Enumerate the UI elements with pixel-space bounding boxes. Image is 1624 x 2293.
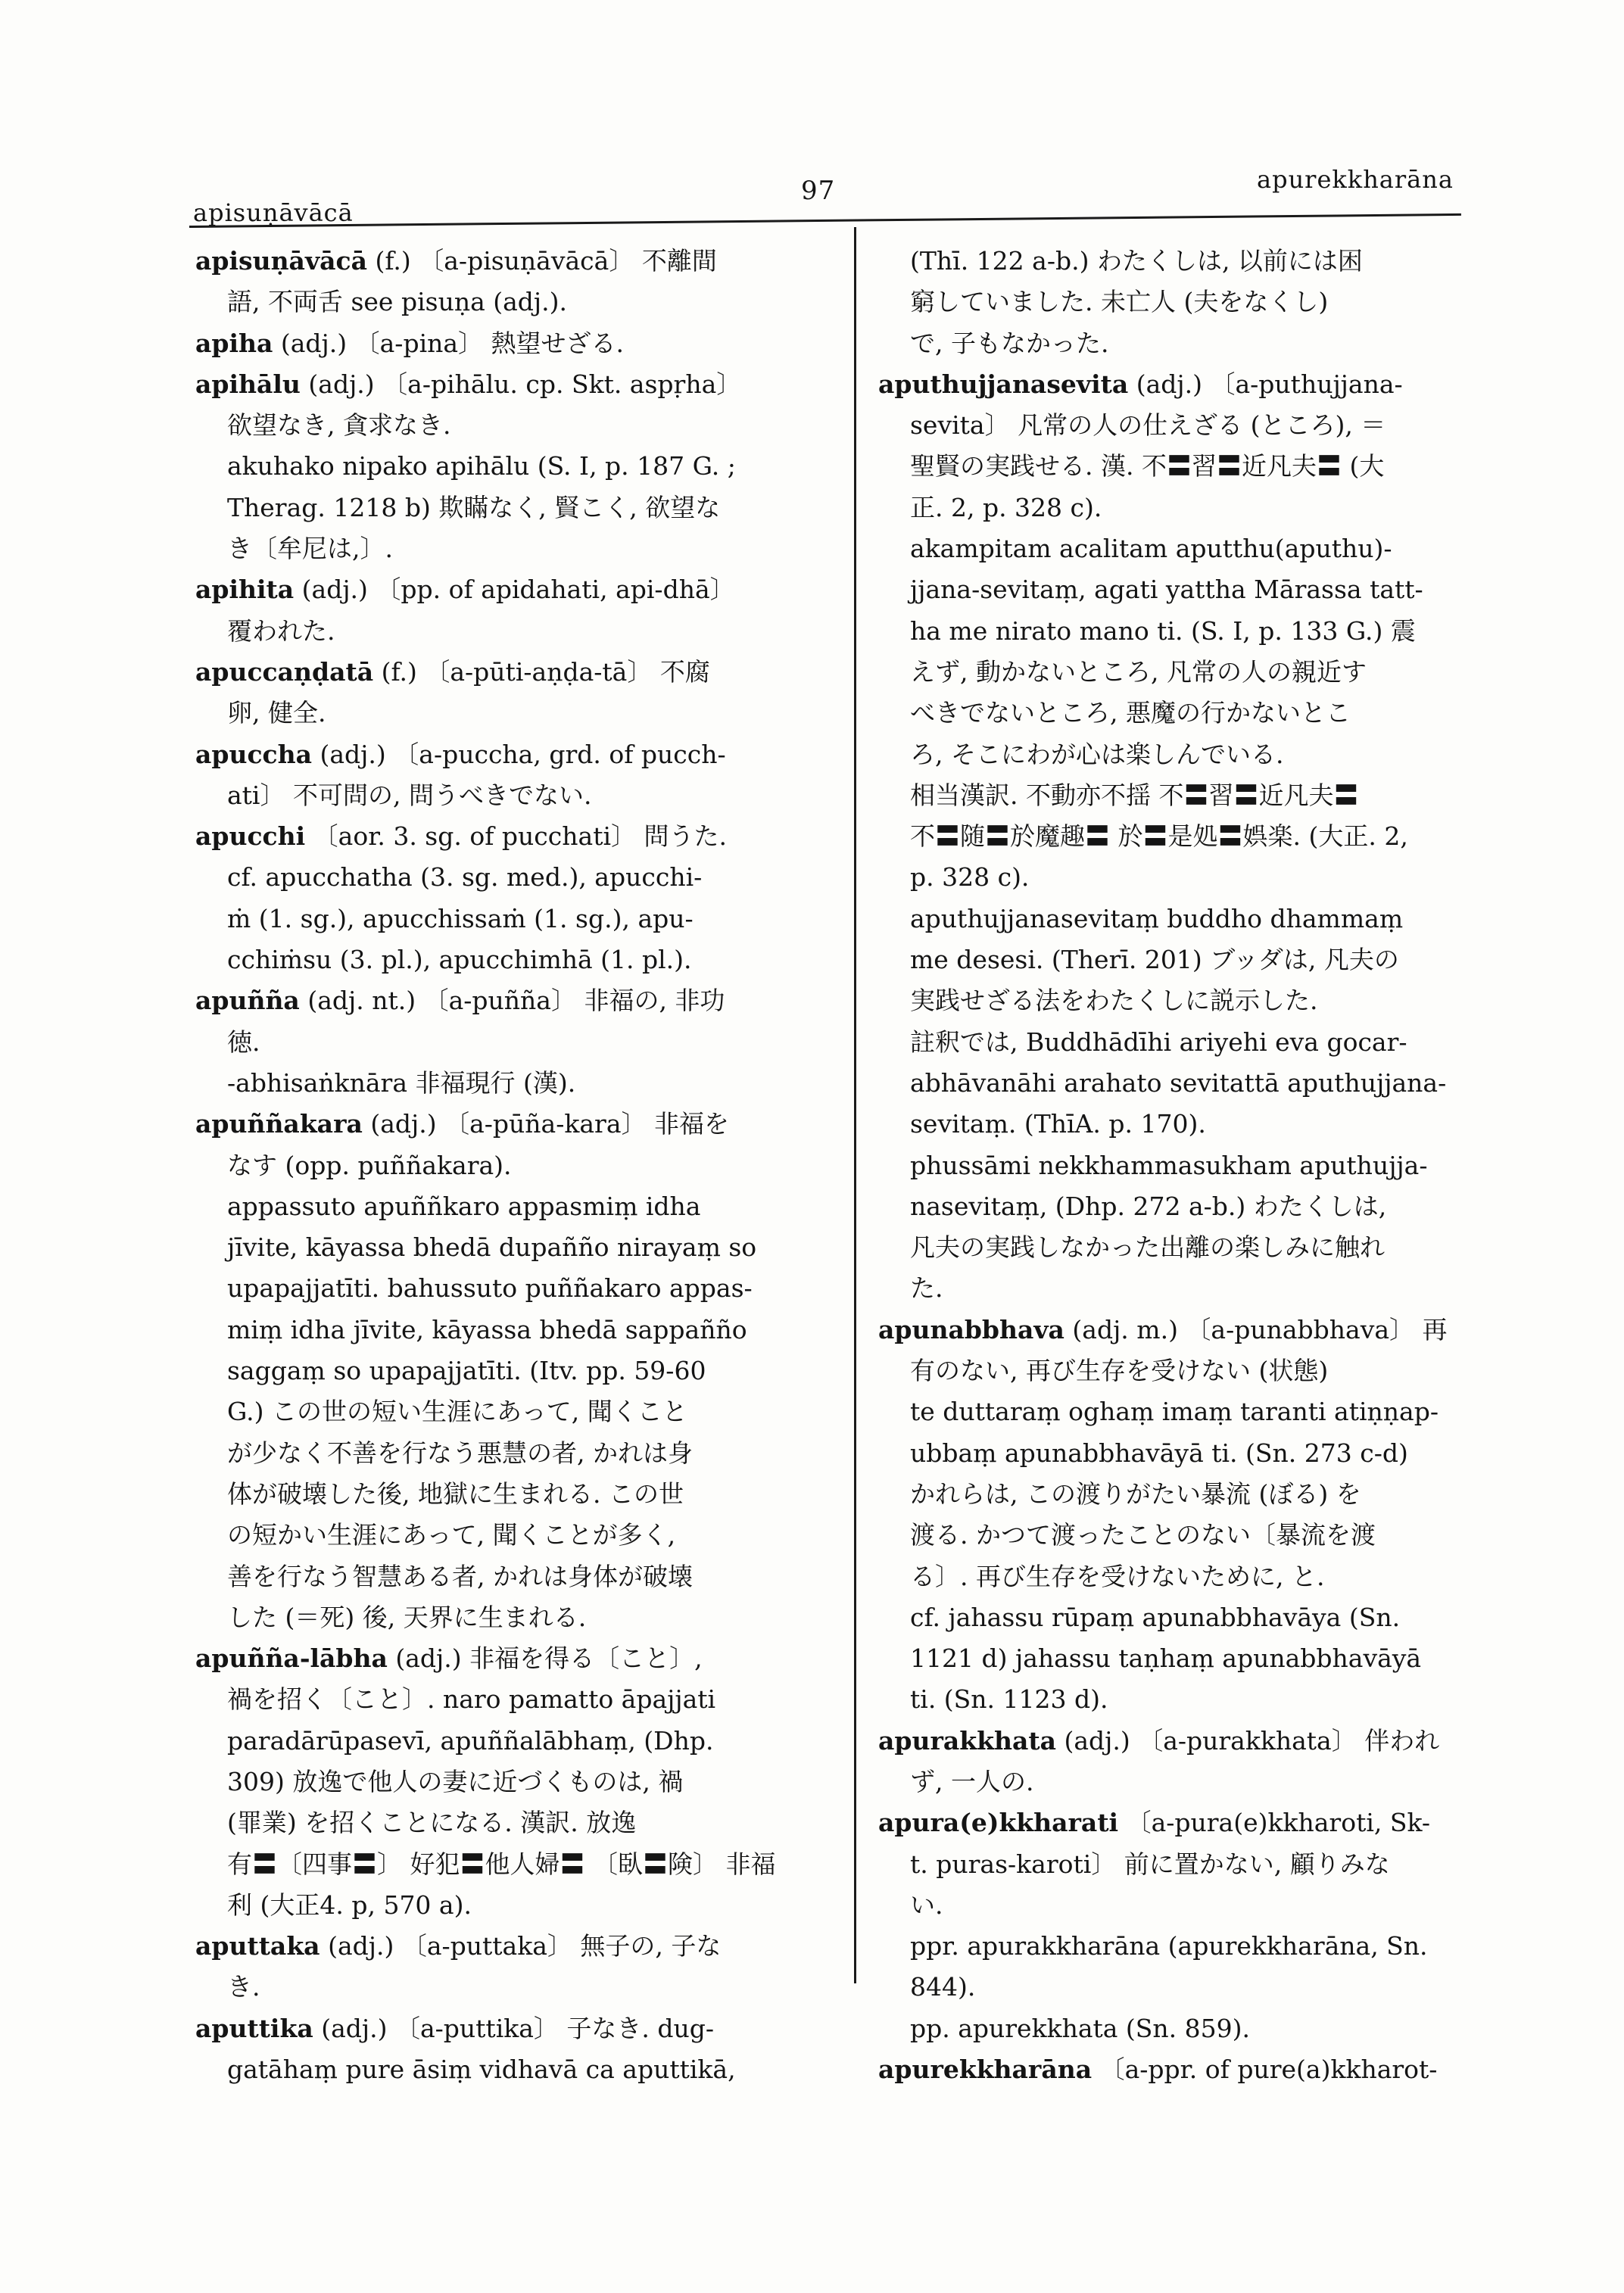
- text-line: [878, 1145, 1476, 1186]
- text-line: [878, 1515, 1476, 1556]
- headword: apurakkhata: [878, 1725, 1056, 1756]
- text-line: [195, 857, 839, 898]
- entry-text: る〕. 再び生存を受けないために, と.: [910, 1561, 1325, 1591]
- headword: apihita: [195, 575, 295, 605]
- text-line: [878, 1844, 1476, 1885]
- entry-text: 有〓〔四事〓〕 好犯〓他人婦〓 〔臥〓険〕 非福: [227, 1849, 776, 1879]
- entry-text: 窮していました. 未亡人 (夫をなくし): [910, 287, 1329, 317]
- text-line: [878, 1351, 1476, 1391]
- text-line: [195, 1022, 839, 1063]
- text-line: [878, 241, 1476, 282]
- entry-text: sevitaṃ. (ThīA. p. 170).: [910, 1109, 1206, 1139]
- entry-text: cf. jahassu rūpaṃ apunabbhavāya (Sn.: [910, 1602, 1401, 1632]
- entry-text: appassuto apuññkaro appasmiṃ idha: [227, 1191, 701, 1221]
- text-line: [878, 446, 1476, 487]
- entry-text: (adj.) 〔a-puttika〕 子なき. dug-: [313, 2013, 715, 2043]
- text-line: [878, 528, 1476, 569]
- text-line: [195, 405, 839, 446]
- text-line: [878, 1638, 1476, 1679]
- entry-text: (adj.) 〔a-pihālu. cp. Skt. aspṛha〕: [300, 369, 742, 399]
- entry-text: G.) この世の短い生涯にあって, 聞くこと: [227, 1397, 687, 1427]
- headword: apunabbhava: [878, 1314, 1064, 1344]
- entry-text: (adj.) 〔a-puthujjana-: [1128, 369, 1403, 399]
- text-line: [878, 1433, 1476, 1474]
- entry-text: ubbaṃ apunabbhavāyā ti. (Sn. 273 c-d): [910, 1438, 1408, 1468]
- text-line: [878, 1186, 1476, 1227]
- text-line: [195, 1391, 839, 1432]
- entry-text: (adj.) 非福を得る〔こと〕,: [387, 1643, 703, 1674]
- headword: apuñña: [195, 986, 300, 1016]
- headword: apuccaṇḍatā: [195, 656, 374, 687]
- entry-text: ppr. apurakkharāna (apurekkharāna, Sn.: [910, 1931, 1428, 1961]
- text-line: [878, 611, 1476, 652]
- entry-text: 〔a-ppr. of pure(a)kkharot-: [1092, 2055, 1438, 2085]
- text-line: [878, 1556, 1476, 1597]
- entry-text: 欲望なき, 貪求なき.: [227, 410, 451, 441]
- text-line: [878, 1227, 1476, 1268]
- headword: apura(e)kkharati: [878, 1808, 1119, 1838]
- entry-text: 禍を招く〔こと〕. naro pamatto āpajjati: [227, 1684, 716, 1715]
- entry-text: 相当漢訳. 不動亦不揺 不〓習〓近凡夫〓: [910, 780, 1359, 810]
- entry-text: 註釈では, Buddhādīhi ariyehi eva gocar-: [910, 1027, 1407, 1057]
- entry-line: [195, 1926, 839, 1967]
- entry-text: 309) 放逸で他人の妻に近づくものは, 禍: [227, 1766, 684, 1796]
- text-line: [878, 1063, 1476, 1104]
- text-line: [878, 939, 1476, 980]
- entry-text: sevita〕 凡常の人の仕えざる (ところ), ＝: [910, 410, 1386, 441]
- text-line: [878, 2008, 1476, 2049]
- entry-line: [195, 364, 839, 405]
- entry-text: の短かい生涯にあって, 聞くことが多く,: [227, 1520, 676, 1550]
- text-line: [878, 857, 1476, 898]
- page-number: 97: [801, 176, 836, 206]
- text-line: [878, 1104, 1476, 1145]
- text-line: [195, 1351, 839, 1391]
- entry-text: 凡夫の実践しなかった出離の楽しみに触れ: [910, 1232, 1385, 1263]
- entry-line: [195, 323, 839, 364]
- text-line: [195, 2049, 839, 2090]
- text-line: [195, 611, 839, 652]
- headword: apuñña-lābha: [195, 1643, 388, 1674]
- text-line: [195, 1063, 839, 1104]
- entry-text: ati〕 不可問の, 問うべきでない.: [227, 780, 592, 810]
- headword: apiha: [195, 328, 273, 358]
- entry-text: upapajjatīti. bahussuto puññakaro appas-: [227, 1273, 753, 1304]
- entry-line: [195, 734, 839, 775]
- entry-text: miṃ idha jīvite, kāyassa bhedā sappañño: [227, 1314, 747, 1344]
- entry-text: ろ, そこにわが心は楽しんでいる.: [910, 739, 1284, 769]
- entry-text: 有のない, 再び生存を受けない (状態): [910, 1356, 1329, 1386]
- entry-text: jīvite, kāyassa bhedā dupañño nirayaṃ so: [227, 1232, 757, 1263]
- entry-text: 利 (大正4. p, 570 a).: [227, 1890, 472, 1920]
- headword: apuccha: [195, 739, 313, 769]
- entry-text: 善を行なう智慧ある者, かれは身体が破壊: [227, 1561, 693, 1591]
- entry-text: (adj.) 〔pp. of apidahati, api-dhā〕: [294, 575, 735, 605]
- entry-text: ha me nirato mano ti. (S. I, p. 133 G.) 震: [910, 615, 1416, 646]
- text-line: [195, 1597, 839, 1638]
- text-line: [878, 323, 1476, 364]
- entry-text: jjana-sevitaṃ, agati yattha Mārassa tatt-: [910, 575, 1423, 605]
- entry-text: 不〓随〓於魔趣〓 於〓是処〓娯楽. (大正. 2,: [910, 821, 1408, 852]
- entry-line: [195, 980, 839, 1021]
- entry-text: (f.) 〔a-pisuṇāvācā〕 不離間: [366, 246, 717, 276]
- entry-text: 体が破壊した後, 地獄に生まれる. この世: [227, 1478, 684, 1509]
- column-divider: [854, 227, 856, 1983]
- entry-line: [878, 364, 1476, 405]
- headword: aputtika: [195, 2013, 313, 2043]
- text-line: [195, 1227, 839, 1268]
- entry-text: (adj. nt.) 〔a-puñña〕 非福の, 非功: [299, 986, 725, 1016]
- entry-text: saggaṃ so upapajjatīti. (Itv. pp. 59-60: [227, 1356, 706, 1386]
- entry-line: [878, 1310, 1476, 1351]
- entry-text: te duttaraṃ oghaṃ imaṃ taranti atiṇṇap-: [910, 1397, 1439, 1427]
- entry-text: pp. apurekkhata (Sn. 859).: [910, 2013, 1250, 2043]
- entry-text: gatāhaṃ pure āsiṃ vidhavā ca aputtikā,: [227, 2055, 736, 2085]
- entry-text: い.: [910, 1890, 943, 1920]
- left-column: [195, 241, 839, 2090]
- entry-line: [195, 816, 839, 857]
- text-line: [195, 1474, 839, 1515]
- entry-line: [195, 1638, 839, 1679]
- text-line: [195, 1515, 839, 1556]
- entry-text: nasevitaṃ, (Dhp. 272 a-b.) わたくしは,: [910, 1191, 1387, 1221]
- entry-text: 〔aor. 3. sg. of pucchati〕 問うた.: [305, 821, 727, 852]
- entry-text: me desesi. (Therī. 201) ブッダは, 凡夫の: [910, 945, 1399, 975]
- text-line: [878, 1474, 1476, 1515]
- entry-text: (f.) 〔a-pūti-aṇḍa-tā〕 不腐: [373, 656, 710, 687]
- entry-line: [195, 652, 839, 693]
- text-line: [878, 816, 1476, 857]
- headword: apisuṇāvācā: [195, 246, 367, 276]
- entry-line: [878, 1802, 1476, 1843]
- entry-text: (adj.) 〔a-puccha, grd. of pucch-: [312, 739, 726, 769]
- entry-line: [195, 2008, 839, 2049]
- text-line: [195, 1186, 839, 1227]
- entry-text: 844).: [910, 1972, 976, 2002]
- entry-text: akampitam acalitam aputthu(aputhu)-: [910, 534, 1392, 564]
- header-rule: [189, 213, 1461, 228]
- entry-text: 渡る. かつて渡ったことのない〔暴流を渡: [910, 1520, 1376, 1550]
- entry-text: abhāvanāhi arahato sevitattā aputhujjana-: [910, 1067, 1447, 1098]
- running-head-right: apurekkharāna: [1257, 165, 1454, 194]
- entry-text: (adj.) 〔a-purakkhata〕 伴われ: [1055, 1725, 1440, 1756]
- text-line: [195, 1721, 839, 1762]
- headword: apihālu: [195, 369, 301, 399]
- text-line: [878, 1268, 1476, 1309]
- entry-text: 覆われた.: [227, 615, 335, 646]
- text-line: [878, 1597, 1476, 1638]
- entry-text: ṁ (1. sg.), apucchissaṁ (1. sg.), apu-: [227, 903, 694, 933]
- text-line: [878, 282, 1476, 322]
- entry-text: 〔a-pura(e)kkharoti, Sk-: [1118, 1808, 1431, 1838]
- entry-text: -abhisaṅknāra 非福現行 (漢).: [227, 1067, 576, 1098]
- entry-text: (Thī. 122 a-b.) わたくしは, 以前には困: [910, 246, 1363, 276]
- text-line: [878, 1926, 1476, 1967]
- entry-text: かれらは, この渡りがたい暴流 (ぼる) を: [910, 1478, 1361, 1509]
- entry-text: cchiṁsu (3. pl.), apucchimhā (1. pl.).: [227, 945, 692, 975]
- text-line: [195, 1556, 839, 1597]
- entry-text: 卵, 健全.: [227, 698, 326, 728]
- entry-text: ず, 一人の.: [910, 1766, 1034, 1796]
- text-line: [878, 652, 1476, 693]
- running-head-left: apisuṇāvācā: [193, 198, 354, 227]
- text-line: [195, 1885, 839, 1926]
- entry-text: 徳.: [227, 1027, 260, 1057]
- entry-text: 聖賢の実践せる. 漢. 不〓習〓近凡夫〓 (大: [910, 451, 1385, 481]
- text-line: [195, 1310, 839, 1351]
- entry-text: paradārūpasevī, apuññalābhaṃ, (Dhp.: [227, 1725, 714, 1756]
- text-line: [195, 528, 839, 569]
- entry-text: なす (opp. puññakara).: [227, 1150, 512, 1180]
- text-line: [195, 446, 839, 487]
- entry-text: き.: [227, 1972, 260, 2002]
- entry-text: 正. 2, p. 328 c).: [910, 492, 1102, 522]
- text-line: [195, 1268, 839, 1309]
- text-line: [878, 405, 1476, 446]
- text-line: [195, 1433, 839, 1474]
- entry-text: で, 子もなかった.: [910, 328, 1109, 358]
- entry-text: ti. (Sn. 1123 d).: [910, 1684, 1108, 1715]
- entry-text: Therag. 1218 b) 欺瞞なく, 賢こく, 欲望な: [227, 492, 721, 522]
- headword: apucchi: [195, 821, 306, 852]
- entry-line: [195, 569, 839, 610]
- entry-text: した (＝死) 後, 天界に生まれる.: [227, 1602, 587, 1632]
- entry-text: が少なく不善を行なう悪慧の者, かれは身: [227, 1438, 693, 1468]
- text-line: [878, 1762, 1476, 1802]
- headword: apurekkharāna: [878, 2055, 1093, 2085]
- entry-line: [195, 241, 839, 282]
- entry-line: [878, 1721, 1476, 1762]
- text-line: [195, 282, 839, 322]
- text-line: [878, 1391, 1476, 1432]
- entry-text: 1121 d) jahassu taṇhaṃ apunabbhavāyā: [910, 1643, 1422, 1674]
- text-line: [878, 1885, 1476, 1926]
- entry-text: えず, 動かないところ, 凡常の人の親近す: [910, 656, 1367, 687]
- text-line: [195, 488, 839, 528]
- entry-text: (adj.) 〔a-pūña-kara〕 非福を: [362, 1109, 729, 1139]
- text-line: [878, 569, 1476, 610]
- entry-line: [878, 2049, 1476, 2090]
- text-line: [878, 488, 1476, 528]
- text-line: [878, 1022, 1476, 1063]
- headword: aputtaka: [195, 1931, 320, 1961]
- headword: apuññakara: [195, 1109, 363, 1139]
- text-line: [878, 899, 1476, 939]
- entry-text: cf. apucchatha (3. sg. med.), apucchi-: [227, 862, 703, 893]
- text-line: [878, 734, 1476, 775]
- entry-text: akuhako nipako apihālu (S. I, p. 187 G. ;: [227, 451, 736, 481]
- entry-text: (adj.) 〔a-puttaka〕 無子の, 子な: [320, 1931, 722, 1961]
- text-line: [195, 1762, 839, 1802]
- headword: aputhujjanasevita: [878, 369, 1129, 399]
- text-line: [195, 1967, 839, 2008]
- text-line: [195, 693, 839, 734]
- text-line: [878, 1679, 1476, 1720]
- entry-text: (罪業) を招くことになる. 漢訳. 放逸: [227, 1808, 637, 1838]
- entry-text: (adj. m.) 〔a-punabbhava〕 再: [1064, 1314, 1448, 1344]
- text-line: [195, 899, 839, 939]
- text-line: [195, 775, 839, 816]
- entry-text: phussāmi nekkhammasukham aputhujja-: [910, 1150, 1428, 1180]
- text-line: [195, 1844, 839, 1885]
- text-line: [878, 693, 1476, 734]
- text-line: [878, 980, 1476, 1021]
- text-line: [878, 1967, 1476, 2008]
- text-line: [878, 775, 1476, 816]
- entry-text: 語, 不両舌 see pisuṇa (adj.).: [227, 287, 567, 317]
- text-line: [195, 1802, 839, 1843]
- entry-text: 実践せざる法をわたくしに説示した.: [910, 986, 1318, 1016]
- entry-line: [195, 1104, 839, 1145]
- entry-text: (adj.) 〔a-pina〕 熱望せざる.: [273, 328, 625, 358]
- text-line: [195, 1679, 839, 1720]
- text-line: [195, 1145, 839, 1186]
- text-line: [195, 939, 839, 980]
- entry-text: べきでないところ, 悪魔の行かないとこ: [910, 698, 1351, 728]
- right-column: [878, 241, 1476, 2090]
- entry-text: t. puras-karoti〕 前に置かない, 顧りみな: [910, 1849, 1390, 1879]
- entry-text: aputhujjanasevitaṃ buddho dhammaṃ: [910, 903, 1404, 933]
- entry-text: き〔牟尼は,〕.: [227, 534, 393, 564]
- entry-text: た.: [910, 1273, 943, 1304]
- entry-text: p. 328 c).: [910, 862, 1030, 893]
